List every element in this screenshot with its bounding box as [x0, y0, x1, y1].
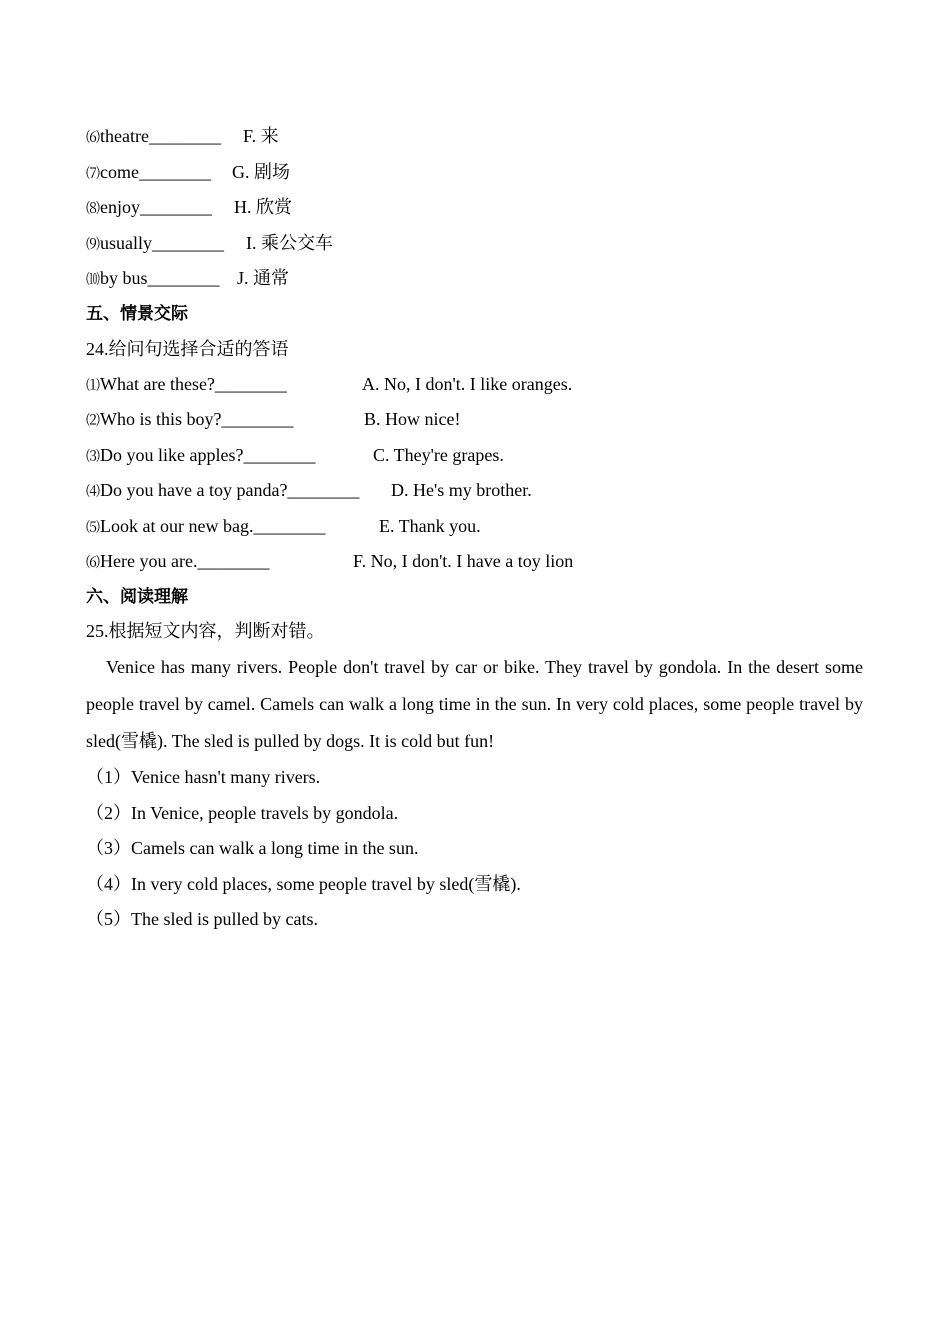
matching-option: I. 乘公交车: [246, 233, 333, 253]
dialogue-question: [86, 549, 269, 576]
statement-text: Camels can walk a long time in the sun.: [131, 838, 419, 858]
dialogue-question: [86, 407, 294, 434]
item-number: ⑶: [86, 450, 100, 465]
dialogue-answer: A. No, I don't. I like oranges.: [362, 374, 573, 394]
section-heading: 五、情景交际: [86, 304, 188, 324]
dialogue-answer: D. He's my brother.: [391, 480, 532, 500]
matching-item: [86, 266, 220, 293]
matching-item: [86, 160, 211, 187]
item-word: come________: [100, 162, 211, 182]
true-false-statement: [86, 836, 418, 860]
item-number: ⑽: [86, 273, 100, 288]
question-text: What are these?________: [100, 374, 287, 394]
question-instruction: 25.根据短文内容，判断对错。: [86, 621, 325, 641]
matching-option: J. 通常: [237, 268, 290, 288]
question-text: Do you have a toy panda?________: [100, 480, 360, 500]
dialogue-question: [86, 514, 325, 541]
statement-text: The sled is pulled by cats.: [131, 909, 318, 929]
section-heading: 六、阅读理解: [86, 587, 188, 607]
item-number: ⑹: [86, 556, 100, 571]
dialogue-answer: F. No, I don't. I have a toy lion: [353, 551, 574, 571]
item-number: ⑻: [86, 202, 100, 217]
matching-item: [86, 195, 212, 222]
statement-number: （3）: [86, 838, 131, 858]
dialogue-question: [86, 372, 287, 399]
true-false-statement: [86, 872, 521, 896]
matching-option: H. 欣赏: [234, 197, 292, 217]
matching-item: [86, 124, 221, 151]
statement-number: （1）: [86, 767, 131, 787]
statement-text: In Venice, people travels by gondola.: [131, 803, 399, 823]
item-number: ⑼: [86, 238, 100, 253]
matching-option: F. 来: [243, 126, 279, 146]
dialogue-answer: B. How nice!: [364, 409, 461, 429]
matching-item: [86, 231, 224, 258]
item-word: by bus________: [100, 268, 220, 288]
true-false-statement: [86, 907, 318, 931]
item-number: ⑸: [86, 521, 100, 536]
statement-number: （5）: [86, 909, 131, 929]
true-false-statement: [86, 801, 398, 825]
statement-text: Venice hasn't many rivers.: [131, 767, 321, 787]
statement-number: （2）: [86, 803, 131, 823]
true-false-statement: [86, 765, 320, 789]
question-text: Who is this boy?________: [100, 409, 294, 429]
matching-option: G. 剧场: [232, 162, 290, 182]
item-word: enjoy________: [100, 197, 212, 217]
item-number: ⑵: [86, 414, 100, 429]
item-word: usually________: [100, 233, 224, 253]
dialogue-answer: C. They're grapes.: [373, 445, 504, 465]
dialogue-answer: E. Thank you.: [379, 516, 481, 536]
question-text: Look at our new bag.________: [100, 516, 326, 536]
question-text: Do you like apples?________: [100, 445, 316, 465]
reading-passage: Venice has many rivers. People don't travel by car or bike. They travel by gondola. In the desert some people travel by camel. Camels can walk a long time in the sun. In very cold places, some people travel by sled(雪橇). The sled is pulled by dogs. It is cold but fun!: [86, 657, 863, 751]
statement-number: （4）: [86, 874, 131, 894]
item-number: ⑷: [86, 485, 100, 500]
question-text: Here you are.________: [100, 551, 270, 571]
item-number: ⑴: [86, 379, 100, 394]
dialogue-question: [86, 443, 315, 470]
dialogue-question: [86, 478, 359, 505]
item-number: ⑺: [86, 167, 100, 182]
item-word: theatre________: [100, 126, 221, 146]
question-instruction: 24.给问句选择合适的答语: [86, 339, 289, 359]
item-number: ⑹: [86, 131, 100, 146]
statement-text: In very cold places, some people travel by sled(雪橇).: [131, 874, 521, 894]
